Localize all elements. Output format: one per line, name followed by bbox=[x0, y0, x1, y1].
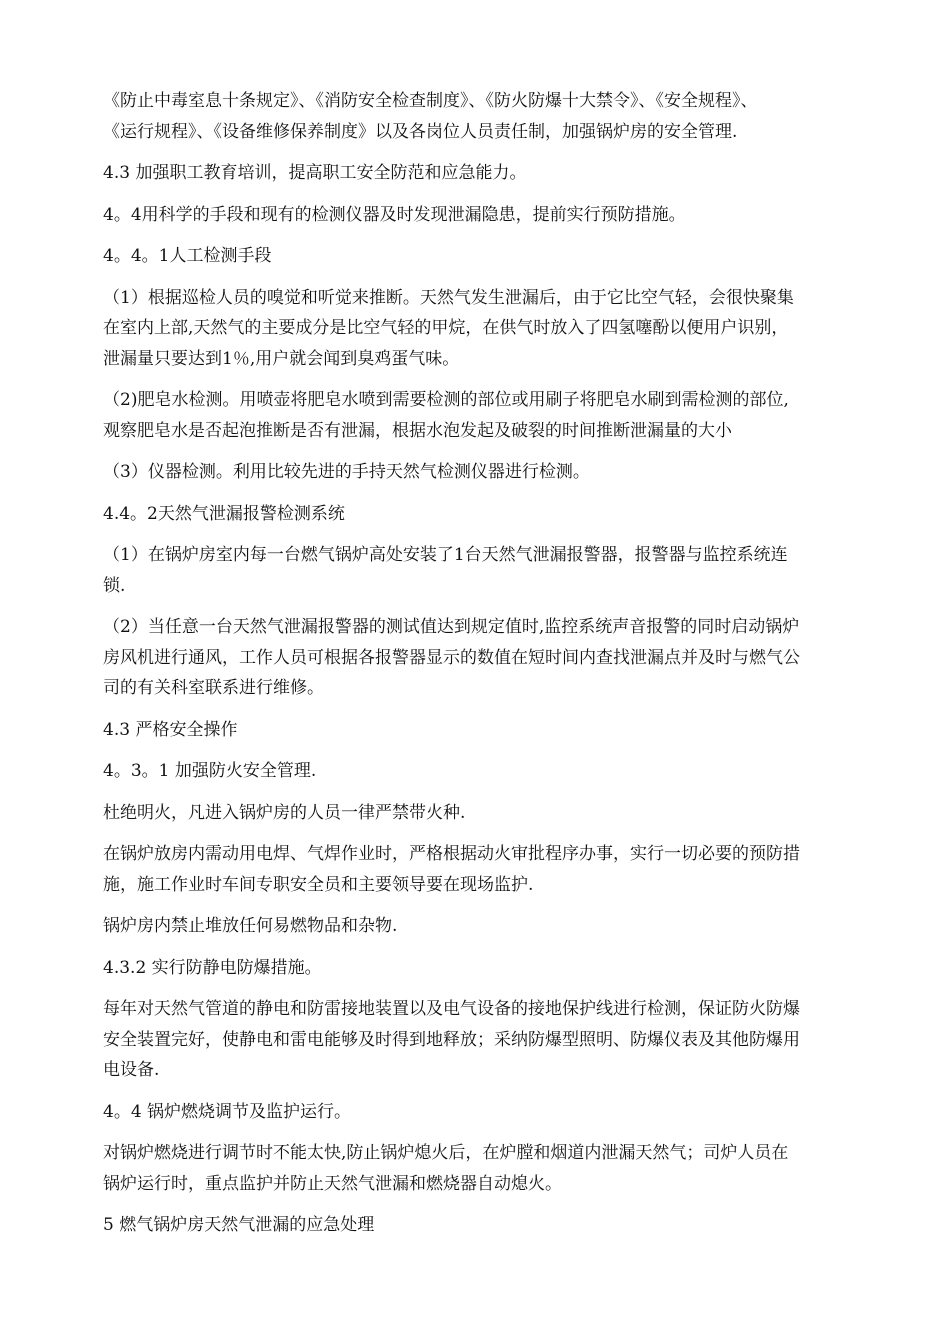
paragraph bbox=[103, 1210, 848, 1241]
text-line: 施，施工作业时车间专职安全员和主要领导要在现场监护. bbox=[103, 874, 534, 895]
paragraph bbox=[103, 839, 848, 900]
text-line: 在锅炉放房内需动用电焊、气焊作业时，严格根据动火审批程序办事，实行一切必要的预防措 bbox=[103, 844, 800, 864]
paragraph bbox=[103, 715, 848, 746]
text-line: 司的有关科室联系进行维修。 bbox=[103, 678, 324, 698]
text-line: 锁. bbox=[103, 575, 126, 596]
text-line: 4。3。1 加强防火安全管理. bbox=[103, 761, 317, 781]
text-line: （2)肥皂水检测。用喷壶将肥皂水喷到需要检测的部位或用刷子将肥皂水刷到需检测的部位, bbox=[103, 390, 789, 410]
paragraph bbox=[103, 499, 848, 530]
text-line: 电设备. bbox=[103, 1060, 160, 1080]
paragraph bbox=[103, 457, 848, 488]
text-line: 5 燃气锅炉房天然气泄漏的应急处理 bbox=[103, 1215, 375, 1235]
paragraph bbox=[103, 798, 848, 829]
paragraph bbox=[103, 540, 848, 601]
paragraph bbox=[103, 1138, 848, 1199]
paragraph bbox=[103, 158, 848, 189]
paragraph bbox=[103, 86, 848, 147]
text-line: 4.3 严格安全操作 bbox=[103, 719, 238, 740]
text-line: （2）当任意一台天然气泄漏报警器的测试值达到规定值时,监控系统声音报警的同时启动锅炉 bbox=[103, 617, 800, 637]
text-line: 杜绝明火，凡进入锅炉房的人员一律严禁带火种. bbox=[103, 802, 466, 823]
text-line: 4。4。1人工检测手段 bbox=[103, 246, 272, 266]
paragraph bbox=[103, 241, 848, 272]
text-line: 对锅炉燃烧进行调节时不能太快,防止锅炉熄火后，在炉膛和烟道内泄漏天然气；司炉人员在 bbox=[103, 1143, 789, 1163]
text-line: 《运行规程》、《设备维修保养制度》以及各岗位人员责任制，加强锅炉房的安全管理. bbox=[103, 121, 738, 142]
paragraph bbox=[103, 756, 848, 787]
text-line: 每年对天然气管道的静电和防雷接地装置以及电气设备的接地保护线进行检测，保证防火防爆 bbox=[103, 999, 800, 1019]
text-line: 安全装置完好，使静电和雷电能够及时得到地释放；采纳防爆型照明、防爆仪表及其他防爆用 bbox=[103, 1029, 800, 1050]
paragraph bbox=[103, 994, 848, 1086]
text-line: （3）仪器检测。利用比较先进的手持天然气检测仪器进行检测。 bbox=[103, 462, 590, 482]
paragraph bbox=[103, 911, 848, 942]
text-line: 锅炉房内禁止堆放任何易燃物品和杂物. bbox=[103, 916, 398, 936]
paragraph bbox=[103, 200, 848, 231]
paragraph bbox=[103, 385, 848, 446]
text-line: 泄漏量只要达到1％,用户就会闻到臭鸡蛋气味。 bbox=[103, 348, 460, 369]
paragraph bbox=[103, 953, 848, 984]
text-line: 4.4。2天然气泄漏报警检测系统 bbox=[103, 503, 345, 524]
text-line: 观察肥皂水是否起泡推断是否有泄漏，根据水泡发起及破裂的时间推断泄漏量的大小 bbox=[103, 420, 732, 441]
text-line: 4。4用科学的手段和现有的检测仪器及时发现泄漏隐患，提前实行预防措施。 bbox=[103, 204, 686, 225]
text-line: 房风机进行通风，工作人员可根据各报警器显示的数值在短时间内查找泄漏点并及时与燃气公 bbox=[103, 647, 800, 668]
paragraph bbox=[103, 1097, 848, 1128]
text-line: 在室内上部,天然气的主要成分是比空气轻的甲烷，在供气时放入了四氢噻酚以便用户识别， bbox=[103, 318, 789, 338]
text-line: 《防止中毒室息十条规定》、《消防安全检查制度》、《防火防爆十大禁令》、《安全规程》、 bbox=[103, 91, 758, 111]
text-line: 4。4 锅炉燃烧调节及监护运行。 bbox=[103, 1101, 352, 1122]
text-line: 4.3 加强职工教育培训，提高职工安全防范和应急能力。 bbox=[103, 163, 527, 183]
text-line: 4.3.2 实行防静电防爆措施。 bbox=[103, 957, 322, 978]
paragraph bbox=[103, 612, 848, 704]
text-line: （1）在锅炉房室内每一台燃气锅炉高处安装了1台天然气泄漏报警器，报警器与监控系统连 bbox=[103, 545, 788, 565]
paragraph bbox=[103, 283, 848, 375]
document-body bbox=[103, 86, 848, 1252]
text-line: 锅炉运行时，重点监护并防止天然气泄漏和燃烧器自动熄火。 bbox=[103, 1173, 562, 1194]
text-line: （1）根据巡检人员的嗅觉和听觉来推断。天然气发生泄漏后，由于它比空气轻，会很快聚集 bbox=[103, 287, 794, 308]
